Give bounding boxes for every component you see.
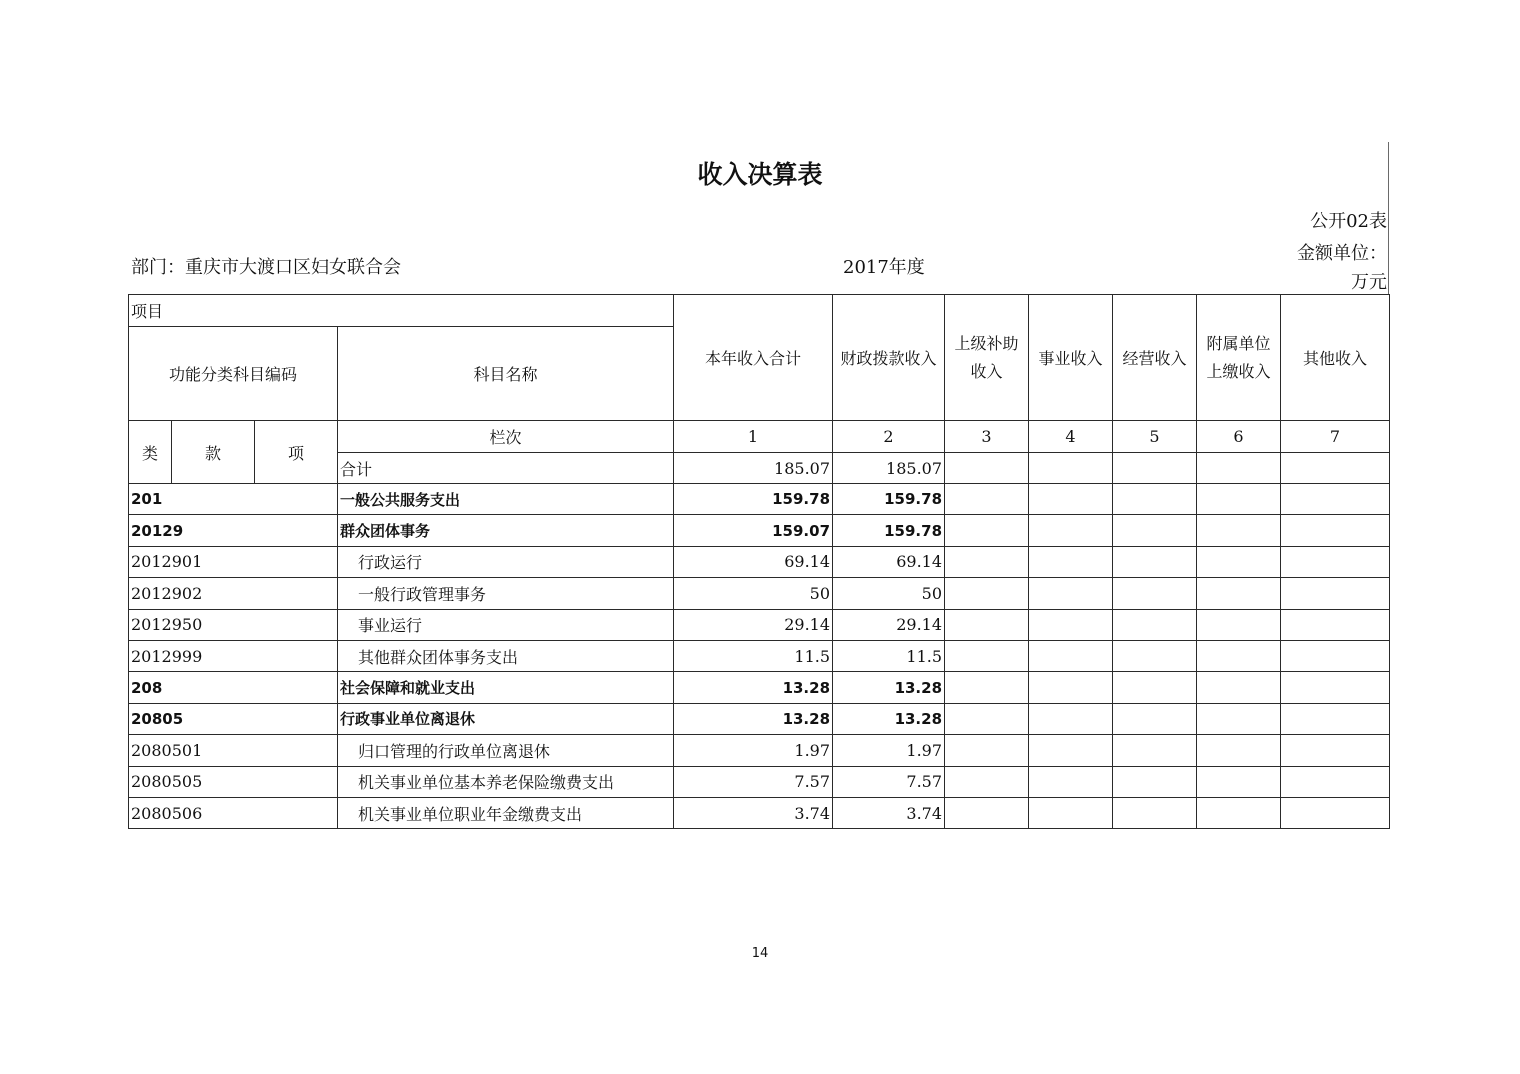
- empty-cell: [1281, 578, 1390, 609]
- empty-cell: [1113, 609, 1197, 640]
- header-lei: 类: [129, 421, 172, 484]
- row-subject-name: 归口管理的行政单位离退休: [338, 735, 674, 766]
- row-total: 3.74: [674, 797, 833, 828]
- empty-cell: [1113, 672, 1197, 703]
- row-code: 2012901: [129, 546, 338, 577]
- empty-cell: [945, 640, 1029, 671]
- table-row: [129, 640, 1390, 671]
- row-code: 2080501: [129, 735, 338, 766]
- empty-cell: [1029, 797, 1113, 828]
- table-row: [129, 703, 1390, 734]
- row-fiscal: 159.78: [833, 515, 945, 546]
- row-fiscal: 7.57: [833, 766, 945, 797]
- row-code: 201: [129, 484, 338, 515]
- col-num: 7: [1281, 421, 1390, 453]
- table-row: [129, 766, 1390, 797]
- empty-cell: [945, 484, 1029, 515]
- empty-cell: [1197, 766, 1281, 797]
- row-code: 20129: [129, 515, 338, 546]
- empty-cell: [945, 797, 1029, 828]
- empty-cell: [1113, 703, 1197, 734]
- col-num: 3: [945, 421, 1029, 453]
- row-total: 11.5: [674, 640, 833, 671]
- row-subject-name: 行政事业单位离退休: [338, 703, 674, 734]
- table-row: [129, 797, 1390, 828]
- empty-cell: [1029, 609, 1113, 640]
- empty-cell: [1197, 672, 1281, 703]
- col-num: 1: [674, 421, 833, 453]
- empty-cell: [945, 766, 1029, 797]
- empty-cell: [1281, 766, 1390, 797]
- header-item: 项目: [129, 295, 674, 327]
- empty-cell: [945, 515, 1029, 546]
- empty-cell: [1281, 703, 1390, 734]
- empty-cell: [1281, 672, 1390, 703]
- empty-cell: [1197, 735, 1281, 766]
- row-subject-name: 一般行政管理事务: [338, 578, 674, 609]
- empty-cell: [1029, 546, 1113, 577]
- row-subject-name: 群众团体事务: [338, 515, 674, 546]
- empty-cell: [1113, 515, 1197, 546]
- row-code: 2012950: [129, 609, 338, 640]
- row-subject-name: 社会保障和就业支出: [338, 672, 674, 703]
- header-kuan: 款: [172, 421, 255, 484]
- empty-cell: [1197, 578, 1281, 609]
- empty-cell: [1281, 609, 1390, 640]
- empty-cell: [945, 672, 1029, 703]
- col-num: 6: [1197, 421, 1281, 453]
- empty-cell: [1029, 703, 1113, 734]
- amount-unit-label: 金额单位：: [1297, 243, 1387, 264]
- row-subject-name: 事业运行: [338, 609, 674, 640]
- page-number: 14: [751, 946, 769, 961]
- empty-cell: [1197, 797, 1281, 828]
- empty-cell: [1113, 578, 1197, 609]
- empty-cell: [945, 609, 1029, 640]
- row-total: 7.57: [674, 766, 833, 797]
- empty-cell: [1197, 609, 1281, 640]
- header-total: 本年收入合计: [674, 295, 833, 421]
- header-affiliated: 附属单位上缴收入: [1197, 295, 1281, 421]
- row-code: 2080506: [129, 797, 338, 828]
- header-xiang: 项: [255, 421, 338, 484]
- table-row: [129, 735, 1390, 766]
- total-row-fiscal: 185.07: [833, 453, 945, 484]
- row-subject-name: 一般公共服务支出: [338, 484, 674, 515]
- empty-cell: [1281, 797, 1390, 828]
- empty-cell: [1281, 640, 1390, 671]
- row-subject-name: 机关事业单位职业年金缴费支出: [338, 797, 674, 828]
- row-total: 1.97: [674, 735, 833, 766]
- row-subject-name: 机关事业单位基本养老保险缴费支出: [338, 766, 674, 797]
- empty-cell: [1113, 735, 1197, 766]
- page-title: 收入决算表: [697, 160, 823, 189]
- row-subject-name: 其他群众团体事务支出: [338, 640, 674, 671]
- empty-cell: [1029, 672, 1113, 703]
- row-code: 2012999: [129, 640, 338, 671]
- row-total: 69.14: [674, 546, 833, 577]
- row-fiscal: 69.14: [833, 546, 945, 577]
- empty-cell: [1113, 546, 1197, 577]
- col-num: 4: [1029, 421, 1113, 453]
- empty-cell: [945, 546, 1029, 577]
- row-fiscal: 1.97: [833, 735, 945, 766]
- row-total: 13.28: [674, 672, 833, 703]
- empty-cell: [1113, 484, 1197, 515]
- row-code: 20805: [129, 703, 338, 734]
- header-fiscal: 财政拨款收入: [833, 295, 945, 421]
- empty-cell: [1029, 735, 1113, 766]
- empty-cell: [945, 703, 1029, 734]
- empty-cell: [1113, 797, 1197, 828]
- empty-cell: [1113, 766, 1197, 797]
- empty-cell: [1029, 484, 1113, 515]
- row-fiscal: 13.28: [833, 672, 945, 703]
- empty-cell: [1197, 640, 1281, 671]
- col-num: 5: [1113, 421, 1197, 453]
- col-num: 2: [833, 421, 945, 453]
- row-total: 29.14: [674, 609, 833, 640]
- income-table: [128, 294, 1390, 829]
- table-row: [129, 484, 1390, 515]
- header-column-seq: 栏次: [338, 421, 674, 453]
- empty-cell: [1281, 546, 1390, 577]
- empty-cell: [1197, 546, 1281, 577]
- table-row: [129, 546, 1390, 577]
- empty-cell: [1197, 515, 1281, 546]
- fiscal-year: 2017年度: [843, 257, 925, 278]
- empty-cell: [1113, 640, 1197, 671]
- table-row: [129, 515, 1390, 546]
- department-label: 部门：重庆市大渡口区妇女联合会: [131, 257, 401, 278]
- header-subject-name: 科目名称: [338, 327, 674, 421]
- row-fiscal: 50: [833, 578, 945, 609]
- empty-cell: [945, 735, 1029, 766]
- empty-cell: [1029, 640, 1113, 671]
- table-row: [129, 672, 1390, 703]
- row-fiscal: 159.78: [833, 484, 945, 515]
- header-business: 事业收入: [1029, 295, 1113, 421]
- empty-cell: [1281, 735, 1390, 766]
- form-number: 公开02表: [1310, 211, 1387, 232]
- header-other: 其他收入: [1281, 295, 1390, 421]
- empty-cell: [1029, 578, 1113, 609]
- empty-cell: [1197, 484, 1281, 515]
- row-total: 50: [674, 578, 833, 609]
- empty-cell: [1281, 484, 1390, 515]
- row-code: 208: [129, 672, 338, 703]
- row-code: 2012902: [129, 578, 338, 609]
- row-code: 2080505: [129, 766, 338, 797]
- empty-cell: [1029, 515, 1113, 546]
- row-subject-name: 行政运行: [338, 546, 674, 577]
- empty-cell: [1029, 766, 1113, 797]
- table-row: [129, 609, 1390, 640]
- row-total: 159.07: [674, 515, 833, 546]
- header-func-code: 功能分类科目编码: [129, 327, 338, 421]
- total-row-name: 合计: [338, 453, 674, 484]
- total-row-total: 185.07: [674, 453, 833, 484]
- row-fiscal: 13.28: [833, 703, 945, 734]
- row-fiscal: 11.5: [833, 640, 945, 671]
- row-total: 13.28: [674, 703, 833, 734]
- empty-cell: [1281, 515, 1390, 546]
- table-row: [129, 578, 1390, 609]
- header-operating: 经营收入: [1113, 295, 1197, 421]
- empty-cell: [945, 578, 1029, 609]
- row-total: 159.78: [674, 484, 833, 515]
- header-superior: 上级补助收入: [945, 295, 1029, 421]
- amount-unit-value: 万元: [1351, 272, 1387, 293]
- empty-cell: [1197, 703, 1281, 734]
- row-fiscal: 29.14: [833, 609, 945, 640]
- row-fiscal: 3.74: [833, 797, 945, 828]
